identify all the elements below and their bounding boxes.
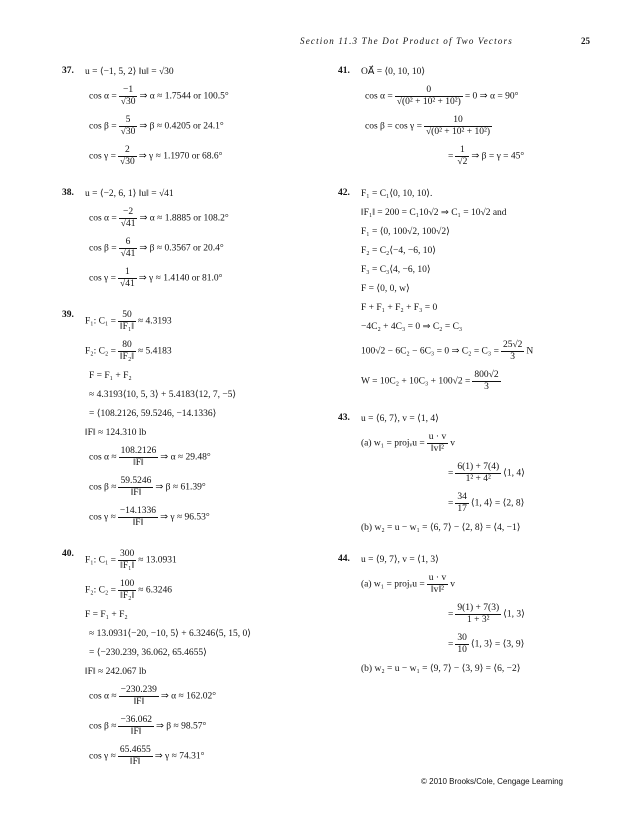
running-header bbox=[300, 36, 590, 46]
numerator: −230.239 bbox=[120, 685, 157, 695]
equation-text: F = F₁ + F₂ bbox=[85, 610, 128, 620]
fraction bbox=[118, 267, 137, 290]
equation-line bbox=[62, 549, 322, 572]
equation-line bbox=[62, 188, 322, 200]
numerator: 30 bbox=[457, 633, 467, 643]
denominator: 3 bbox=[510, 352, 516, 362]
equation-line bbox=[338, 554, 608, 566]
line-gap bbox=[62, 439, 322, 446]
equation-line bbox=[338, 462, 608, 485]
problem bbox=[338, 66, 608, 188]
line-gap bbox=[338, 363, 608, 370]
denominator: ‖F‖ bbox=[129, 757, 141, 767]
denominator: ‖F‖ bbox=[132, 518, 144, 528]
line-gap bbox=[62, 659, 322, 666]
fraction bbox=[118, 145, 137, 168]
equation-rhs: = 0 ⇒ α = 90° bbox=[464, 91, 519, 102]
equation-line bbox=[62, 408, 322, 420]
equation-line bbox=[62, 370, 322, 382]
equation-rhs: ≈ 13.0931 bbox=[138, 555, 177, 566]
denominator: ‖F₂‖ bbox=[120, 591, 135, 601]
fraction bbox=[118, 310, 136, 333]
line-gap bbox=[338, 656, 608, 663]
equation-line bbox=[62, 666, 322, 678]
equation-line bbox=[62, 85, 322, 108]
equation-lhs: cos α ≈ bbox=[89, 452, 117, 463]
equation-line bbox=[338, 370, 608, 393]
fraction bbox=[119, 85, 138, 108]
fraction bbox=[119, 207, 138, 230]
numerator: 1 bbox=[455, 145, 469, 157]
denominator: ‖v‖² bbox=[431, 444, 444, 454]
fraction bbox=[118, 506, 158, 529]
line-gap bbox=[338, 200, 608, 207]
line-gap bbox=[338, 455, 608, 462]
denominator: ‖F₁‖ bbox=[120, 322, 134, 332]
fraction bbox=[427, 573, 448, 596]
equation-line bbox=[338, 522, 608, 534]
line-gap bbox=[62, 768, 322, 775]
line-gap bbox=[62, 420, 322, 427]
fraction bbox=[455, 145, 469, 168]
equation-rhs: ⇒ γ ≈ 96.53° bbox=[160, 512, 210, 523]
fraction bbox=[455, 603, 501, 626]
numerator: 2 bbox=[118, 145, 137, 157]
line-gap bbox=[62, 138, 322, 145]
equation-rhs: ⇒ β ≈ 61.39° bbox=[155, 482, 206, 493]
denominator: √(0² + 10² + 10²) bbox=[396, 97, 461, 107]
equation-line bbox=[62, 115, 322, 138]
equation-lhs: cos γ ≈ bbox=[89, 512, 116, 523]
equation-line bbox=[338, 573, 608, 596]
numerator: 65.4655 bbox=[119, 745, 151, 755]
equation-text: ≈ 4.3193⟨10, 5, 3⟩ + 5.4183⟨12, 7, −5⟩ bbox=[89, 390, 237, 400]
numerator: −14.1336 bbox=[119, 506, 157, 516]
denominator: ‖F‖ bbox=[130, 727, 142, 737]
line-gap bbox=[62, 529, 322, 536]
line-gap bbox=[338, 138, 608, 145]
denominator: ‖F‖ bbox=[133, 697, 145, 707]
equation-lhs: = bbox=[448, 151, 454, 162]
equation-line bbox=[338, 226, 608, 238]
fraction bbox=[424, 115, 492, 138]
line-gap bbox=[338, 333, 608, 340]
equation-rhs: ⇒ γ ≈ 1.1970 or 68.6° bbox=[138, 151, 223, 162]
denominator: ‖F₂‖ bbox=[120, 352, 134, 362]
problem-number: 38. bbox=[62, 188, 74, 198]
line-gap bbox=[62, 708, 322, 715]
equation-line bbox=[338, 66, 608, 78]
line-gap bbox=[338, 393, 608, 400]
equation-text: u = ⟨9, 7⟩, v = ⟨1, 3⟩ bbox=[361, 555, 439, 565]
denominator: √(0² + 10² + 10²) bbox=[425, 127, 491, 137]
equation-line bbox=[338, 633, 608, 656]
denominator: 10 bbox=[457, 645, 467, 655]
equation-rhs: N bbox=[526, 346, 534, 357]
equation-line bbox=[338, 340, 608, 363]
fraction bbox=[118, 340, 136, 363]
denominator: √30 bbox=[119, 157, 135, 167]
equation-lhs: 100√2 − 6C₂ − 6C₃ = 0 ⇒ C₂ = C₃ = bbox=[361, 346, 499, 357]
equation-text: u = ⟨−2, 6, 1⟩ ‖u‖ = √41 bbox=[85, 189, 174, 199]
numerator: 0 bbox=[395, 85, 463, 97]
equation-lhs: F₂: C₂ = bbox=[85, 346, 116, 357]
equation-lhs: = bbox=[448, 639, 454, 650]
denominator: 3 bbox=[484, 382, 489, 392]
line-gap bbox=[62, 260, 322, 267]
equation-line bbox=[62, 745, 322, 768]
equation-rhs: ⇒ γ ≈ 74.31° bbox=[154, 751, 205, 762]
denominator: √41 bbox=[120, 219, 136, 229]
equation-text: F₃ = C₃⟨4, −6, 10⟩ bbox=[361, 265, 431, 275]
equation-line bbox=[62, 685, 322, 708]
page-number: 25 bbox=[581, 36, 590, 46]
line-gap bbox=[62, 469, 322, 476]
equation-line bbox=[62, 267, 322, 290]
equation-text: ‖F‖ ≈ 124.310 lb bbox=[85, 428, 147, 438]
equation-lhs: F₁: C₁ = bbox=[85, 555, 116, 566]
equation-lhs: = bbox=[448, 468, 454, 479]
problem-gap bbox=[62, 775, 322, 788]
equation-rhs: ⟨1, 4⟩ bbox=[503, 468, 525, 479]
line-gap bbox=[62, 738, 322, 745]
equation-lhs: (a) w₁ = projᵥu = bbox=[361, 579, 425, 590]
numerator: 1 bbox=[118, 267, 137, 279]
equation-line bbox=[338, 188, 608, 200]
fraction bbox=[455, 492, 469, 515]
problem bbox=[62, 310, 322, 549]
line-gap bbox=[338, 108, 608, 115]
equation-rhs: ⇒ α ≈ 1.7544 or 100.5° bbox=[139, 91, 229, 102]
problem-number: 37. bbox=[62, 66, 74, 76]
problem bbox=[62, 66, 322, 188]
problem-number: 43. bbox=[338, 413, 350, 423]
equation-rhs: ⟨1, 3⟩ = ⟨3, 9⟩ bbox=[470, 639, 525, 650]
equation-line bbox=[62, 446, 322, 469]
line-gap bbox=[338, 314, 608, 321]
equation-line bbox=[338, 85, 608, 108]
equation-text: (b) w₂ = u − w₁ = ⟨9, 7⟩ − ⟨3, 9⟩ = ⟨6, −2⟩ bbox=[361, 664, 521, 674]
numerator: 59.5246 bbox=[120, 476, 152, 486]
equation-line bbox=[62, 609, 322, 621]
problem-gap bbox=[338, 400, 608, 413]
equation-line bbox=[338, 321, 608, 333]
equation-rhs: ⇒ β = γ = 45° bbox=[471, 151, 525, 162]
equation-rhs: ⇒ β ≈ 0.4205 or 24.1° bbox=[139, 121, 224, 132]
problem-gap bbox=[62, 175, 322, 188]
right-column bbox=[338, 66, 608, 695]
problem-number: 44. bbox=[338, 554, 350, 564]
equation-lhs: cos α = bbox=[89, 213, 117, 224]
equation-text: F + F₁ + F₂ + F₃ = 0 bbox=[361, 303, 438, 313]
equation-line bbox=[62, 715, 322, 738]
equation-lhs: = bbox=[448, 498, 454, 509]
problem-gap bbox=[62, 536, 322, 549]
numerator: 80 bbox=[118, 340, 136, 352]
problem bbox=[338, 554, 608, 695]
equation-rhs: ⇒ β ≈ 0.3567 or 20.4° bbox=[139, 243, 224, 254]
line-gap bbox=[62, 333, 322, 340]
problem-gap bbox=[62, 297, 322, 310]
denominator: √41 bbox=[119, 279, 135, 289]
line-gap bbox=[338, 295, 608, 302]
numerator: u · v bbox=[428, 573, 447, 583]
problem bbox=[62, 188, 322, 310]
equation-text: OA⃗ = ⟨0, 10, 10⟩ bbox=[361, 67, 426, 77]
equation-text: F₁ = C₁⟨0, 10, 10⟩. bbox=[361, 189, 433, 199]
line-gap bbox=[62, 382, 322, 389]
numerator: 300 bbox=[120, 549, 135, 559]
denominator: 1² + 4² bbox=[465, 474, 491, 484]
numerator: 800√2 bbox=[474, 370, 499, 380]
equation-lhs: cos β ≈ bbox=[89, 482, 117, 493]
equation-lhs: cos β ≈ bbox=[89, 721, 117, 732]
equation-lhs: (a) w₁ = projᵥu = bbox=[361, 438, 425, 449]
equation-text: u = ⟨6, 7⟩, v = ⟨1, 4⟩ bbox=[361, 414, 439, 424]
line-gap bbox=[338, 515, 608, 522]
line-gap bbox=[62, 78, 322, 85]
equation-rhs: ≈ 5.4183 bbox=[137, 346, 172, 357]
fraction bbox=[455, 462, 501, 485]
fraction bbox=[119, 685, 159, 708]
fraction bbox=[119, 446, 159, 469]
line-gap bbox=[338, 168, 608, 175]
line-gap bbox=[338, 675, 608, 682]
equation-line bbox=[338, 245, 608, 257]
equation-line bbox=[338, 663, 608, 675]
fraction bbox=[119, 115, 138, 138]
problem-number: 41. bbox=[338, 66, 350, 76]
line-gap bbox=[62, 363, 322, 370]
problem-gap bbox=[338, 175, 608, 188]
equation-lhs: cos β = bbox=[89, 243, 117, 254]
fraction bbox=[118, 745, 153, 768]
equation-lhs: cos α = bbox=[365, 91, 393, 102]
equation-line bbox=[338, 283, 608, 295]
equation-text: (b) w₂ = u − w₁ = ⟨6, 7⟩ − ⟨2, 8⟩ = ⟨4, −1⟩ bbox=[361, 523, 521, 533]
equation-line bbox=[62, 340, 322, 363]
equation-lhs: F₂: C₂ = bbox=[85, 585, 116, 596]
numerator: u · v bbox=[428, 432, 447, 442]
line-gap bbox=[338, 257, 608, 264]
line-gap bbox=[338, 534, 608, 541]
fraction bbox=[118, 715, 153, 738]
line-gap bbox=[62, 108, 322, 115]
equation-text: −4C₂ + 4C₃ = 0 ⇒ C₂ = C₃ bbox=[361, 322, 463, 332]
denominator: 1 + 3² bbox=[467, 615, 490, 625]
numerator: 108.2126 bbox=[120, 446, 157, 456]
copyright-footer: © 2010 Brooks/Cole, Cengage Learning bbox=[421, 777, 563, 786]
line-gap bbox=[338, 566, 608, 573]
line-gap bbox=[62, 621, 322, 628]
line-gap bbox=[62, 640, 322, 647]
numerator: 9(1) + 7(3) bbox=[457, 603, 500, 613]
fraction bbox=[501, 340, 524, 363]
fraction bbox=[119, 237, 138, 260]
line-gap bbox=[338, 626, 608, 633]
equation-lhs: cos γ = bbox=[89, 151, 116, 162]
numerator: 6(1) + 7(4) bbox=[457, 462, 500, 472]
denominator: ‖F‖ bbox=[133, 458, 144, 468]
line-gap bbox=[62, 290, 322, 297]
equation-line bbox=[62, 207, 322, 230]
numerator: −36.062 bbox=[120, 715, 152, 725]
equation-line bbox=[62, 506, 322, 529]
fraction bbox=[395, 85, 463, 108]
equation-lhs: cos α = bbox=[89, 91, 117, 102]
equation-rhs: ⇒ α ≈ 162.02° bbox=[160, 691, 217, 702]
problem bbox=[338, 188, 608, 413]
equation-rhs: ⇒ α ≈ 29.48° bbox=[160, 452, 211, 463]
problem-gap bbox=[338, 682, 608, 695]
problem-number: 39. bbox=[62, 310, 74, 320]
equation-rhs: ⇒ β ≈ 98.57° bbox=[155, 721, 207, 732]
problem bbox=[338, 413, 608, 554]
equation-text: F₁ = ⟨0, 100√2, 100√2⟩ bbox=[361, 227, 450, 237]
equation-text: F = F₁ + F₂ bbox=[89, 371, 132, 381]
equation-rhs: v bbox=[450, 579, 455, 590]
equation-line bbox=[338, 145, 608, 168]
line-gap bbox=[338, 219, 608, 226]
equation-line bbox=[62, 628, 322, 640]
equation-line bbox=[338, 492, 608, 515]
problem-number: 42. bbox=[338, 188, 350, 198]
equation-line bbox=[338, 603, 608, 626]
line-gap bbox=[62, 168, 322, 175]
equation-line bbox=[338, 115, 608, 138]
equation-text: u = ⟨−1, 5, 2⟩ ‖u‖ = √30 bbox=[85, 67, 174, 77]
line-gap bbox=[338, 78, 608, 85]
line-gap bbox=[338, 276, 608, 283]
numerator: 10 bbox=[424, 115, 492, 127]
equation-rhs: ⟨1, 4⟩ = ⟨2, 8⟩ bbox=[470, 498, 525, 509]
numerator: 100 bbox=[120, 579, 135, 589]
equation-lhs: W = 10C₂ + 10C₃ + 100√2 = bbox=[361, 376, 471, 387]
denominator: √30 bbox=[120, 127, 136, 137]
fraction bbox=[455, 633, 469, 656]
equation-line bbox=[338, 413, 608, 425]
numerator: 34 bbox=[457, 492, 467, 502]
equation-text: = ⟨−230.239, 36.062, 65.4655⟩ bbox=[89, 648, 207, 658]
equation-lhs: cos γ ≈ bbox=[89, 751, 116, 762]
equation-text: ≈ 13.0931⟨−20, −10, 5⟩ + 6.3246⟨5, 15, 0⟩ bbox=[89, 629, 251, 639]
numerator: 5 bbox=[119, 115, 138, 127]
equation-line bbox=[62, 647, 322, 659]
equation-lhs: F₁: C₁ = bbox=[85, 316, 116, 327]
line-gap bbox=[62, 230, 322, 237]
equation-lhs: cos β = bbox=[89, 121, 117, 132]
equation-text: F₂ = C₂⟨−4, −6, 10⟩ bbox=[361, 246, 436, 256]
fraction bbox=[472, 370, 500, 393]
line-gap bbox=[338, 596, 608, 603]
equation-line bbox=[62, 427, 322, 439]
equation-line bbox=[62, 310, 322, 333]
denominator: ‖F₁‖ bbox=[120, 561, 135, 571]
numerator: 6 bbox=[119, 237, 138, 249]
equation-line bbox=[62, 389, 322, 401]
line-gap bbox=[62, 499, 322, 506]
fraction bbox=[118, 476, 153, 499]
equation-rhs: v bbox=[450, 438, 455, 449]
equation-line bbox=[62, 237, 322, 260]
numerator: 25√2 bbox=[502, 340, 523, 350]
line-gap bbox=[62, 401, 322, 408]
fraction bbox=[427, 432, 448, 455]
line-gap bbox=[62, 678, 322, 685]
denominator: ‖F‖ bbox=[130, 488, 142, 498]
equation-line bbox=[338, 264, 608, 276]
equation-lhs: cos α ≈ bbox=[89, 691, 117, 702]
left-column bbox=[62, 66, 322, 788]
equation-lhs: = bbox=[448, 609, 454, 620]
equation-rhs: ⟨1, 3⟩ bbox=[503, 609, 525, 620]
equation-line bbox=[338, 207, 608, 219]
equation-line bbox=[62, 145, 322, 168]
equation-line bbox=[62, 476, 322, 499]
denominator: 17 bbox=[457, 504, 467, 514]
equation-line bbox=[62, 66, 322, 78]
line-gap bbox=[338, 485, 608, 492]
denominator: √30 bbox=[120, 97, 136, 107]
denominator: ‖v‖² bbox=[431, 585, 444, 595]
line-gap bbox=[62, 200, 322, 207]
equation-line bbox=[62, 579, 322, 602]
numerator: 50 bbox=[118, 310, 136, 322]
equation-line bbox=[338, 432, 608, 455]
line-gap bbox=[338, 425, 608, 432]
problem bbox=[62, 549, 322, 788]
equation-text: = ⟨108.2126, 59.5246, −14.1336⟩ bbox=[89, 409, 217, 419]
problem-gap bbox=[338, 541, 608, 554]
equation-text: ‖F₁‖ = 200 = C₁10√2 ⇒ C₁ = 10√2 and bbox=[361, 208, 507, 218]
line-gap bbox=[62, 572, 322, 579]
denominator: √41 bbox=[120, 249, 136, 259]
equation-line bbox=[338, 302, 608, 314]
equation-lhs: cos γ = bbox=[89, 273, 116, 284]
equation-text: F = ⟨0, 0, w⟩ bbox=[361, 284, 410, 294]
equation-rhs: ⇒ α ≈ 1.8885 or 108.2° bbox=[139, 213, 229, 224]
fraction bbox=[118, 549, 136, 572]
numerator: −1 bbox=[119, 85, 138, 97]
numerator: −2 bbox=[119, 207, 138, 219]
equation-lhs: cos β = cos γ = bbox=[365, 121, 422, 132]
problem-number: 40. bbox=[62, 549, 74, 559]
line-gap bbox=[338, 238, 608, 245]
line-gap bbox=[62, 602, 322, 609]
equation-rhs: ⇒ γ ≈ 1.4140 or 81.0° bbox=[138, 273, 223, 284]
equation-rhs: ≈ 6.3246 bbox=[138, 585, 172, 596]
equation-text: ‖F‖ ≈ 242.067 lb bbox=[85, 667, 147, 677]
running-title: Section 11.3 The Dot Product of Two Vectors bbox=[300, 36, 513, 46]
denominator: √2 bbox=[457, 157, 468, 167]
fraction bbox=[118, 579, 136, 602]
equation-rhs: ≈ 4.3193 bbox=[137, 316, 172, 327]
